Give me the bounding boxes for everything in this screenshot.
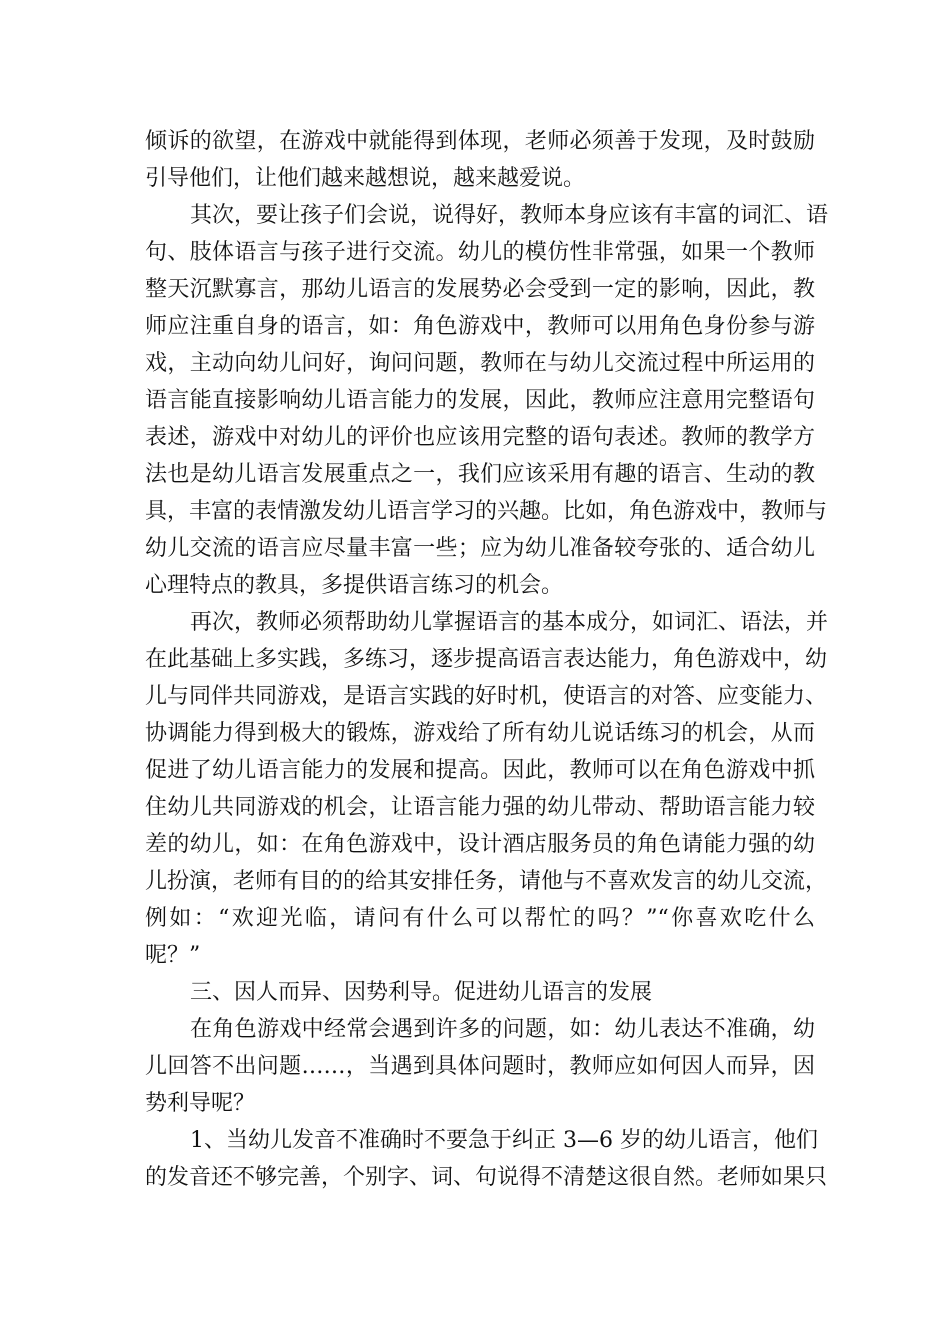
text-line: 引导他们，让他们越来越想说，越来越爱说。 xyxy=(145,166,586,191)
text-line: 呢？” xyxy=(145,943,201,968)
paragraph-first-line: 其次，要让孩子们会说，说得好，教师本身应该有丰富的词汇、语 xyxy=(190,203,829,228)
text-line: 在此基础上多实践，多练习，逐步提高语言表达能力，角色游戏中，幼 xyxy=(145,647,828,672)
paragraph-first-line: 在角色游戏中经常会遇到许多的问题，如：幼儿表达不准确，幼 xyxy=(190,1017,815,1042)
text-line: 倾诉的欲望，在游戏中就能得到体现，老师必须善于发现，及时鼓励 xyxy=(145,129,815,154)
text-line: 儿回答不出问题……，当遇到具体问题时，教师应如何因人而异，因 xyxy=(145,1054,815,1079)
text-line: 差的幼儿，如：在角色游戏中，设计酒店服务员的角色请能力强的幼 xyxy=(145,832,815,857)
text-line: 促进了幼儿语言能力的发展和提高。因此，教师可以在角色游戏中抓 xyxy=(145,758,815,783)
text-line: 戏，主动向幼儿问好，询问问题，教师在与幼儿交流过程中所运用的 xyxy=(145,351,815,376)
text-line: 幼儿交流的语言应尽量丰富一些；应为幼儿准备较夸张的、适合幼儿 xyxy=(145,536,815,561)
section-heading: 三、因人而异、因势利导。促进幼儿语言的发展 xyxy=(190,980,653,1005)
text-line: 师应注重自身的语言，如：角色游戏中，教师可以用角色身份参与游 xyxy=(145,314,815,339)
text-line: 具，丰富的表情激发幼儿语言学习的兴趣。比如，角色游戏中，教师与 xyxy=(145,499,828,524)
paragraph-first-line: 再次，教师必须帮助幼儿掌握语言的基本成分，如词汇、语法，并 xyxy=(190,610,829,635)
paragraph-first-line: 1、当幼儿发音不准确时不要急于纠正 3—6 岁的幼儿语言，他们 xyxy=(190,1128,818,1153)
text-line: 住幼儿共同游戏的机会，让语言能力强的幼儿带动、帮助语言能力较 xyxy=(145,795,815,820)
text-line: 整天沉默寡言，那幼儿语言的发展势必会受到一定的影响，因此，教 xyxy=(145,277,815,302)
text-line: 心理特点的教具，多提供语言练习的机会。 xyxy=(145,573,564,598)
text-line: 例如：“欢迎光临，请问有什么可以帮忙的吗？”“你喜欢吃什么 xyxy=(145,906,815,931)
text-line: 语言能直接影响幼儿语言能力的发展，因此，教师应注意用完整语句 xyxy=(145,388,815,413)
text-line: 势利导呢？ xyxy=(145,1091,256,1116)
text-line: 协调能力得到极大的锻炼，游戏给了所有幼儿说话练习的机会，从而 xyxy=(145,721,815,746)
text-line: 法也是幼儿语言发展重点之一，我们应该采用有趣的语言、生动的教 xyxy=(145,462,815,487)
text-line: 儿与同伴共同游戏，是语言实践的好时机，使语言的对答、应变能力、 xyxy=(145,684,828,709)
text-line: 句、肢体语言与孩子进行交流。幼儿的模仿性非常强，如果一个教师 xyxy=(145,240,815,265)
text-line: 儿扮演，老师有目的的给其安排任务，请他与不喜欢发言的幼儿交流， xyxy=(145,869,828,894)
text-line: 的发音还不够完善，个别字、词、句说得不清楚这很自然。老师如果只 xyxy=(145,1165,828,1190)
text-line: 表述，游戏中对幼儿的评价也应该用完整的语句表述。教师的教学方 xyxy=(145,425,815,450)
